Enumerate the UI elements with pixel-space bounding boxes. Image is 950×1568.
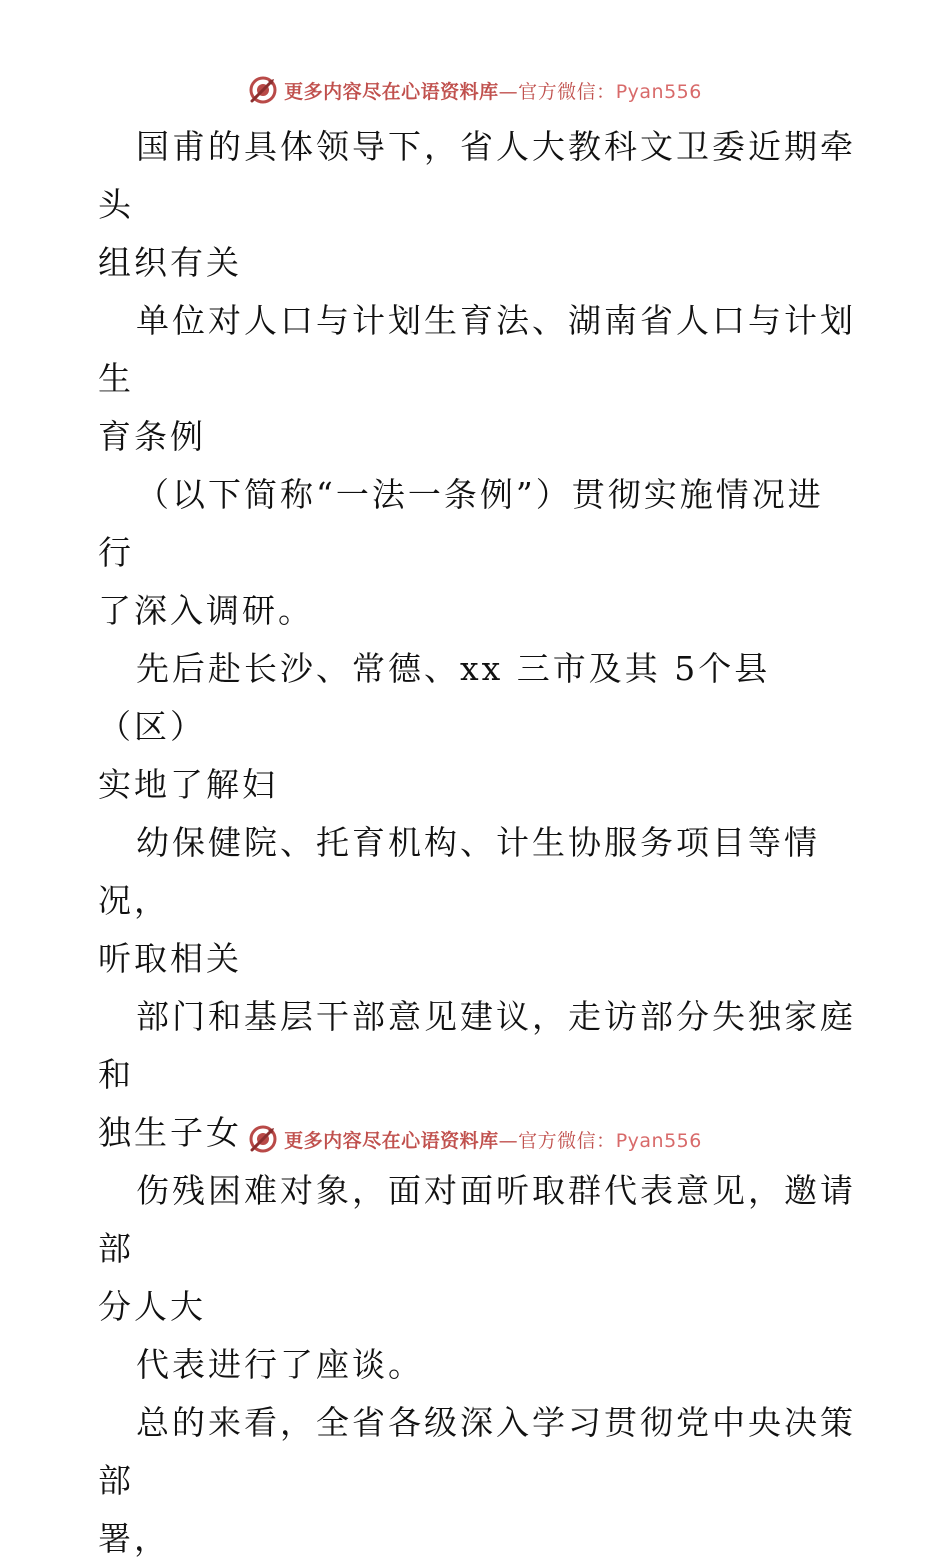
footer-banner bbox=[0, 1119, 950, 1159]
paragraph-9 bbox=[98, 1394, 858, 1568]
logo-icon bbox=[248, 1124, 278, 1154]
paragraph-3 bbox=[98, 466, 858, 640]
paragraph-5-line-2: 听取相关 bbox=[98, 939, 242, 978]
paragraph-4-line-2: 实地了解妇 bbox=[98, 765, 278, 804]
paragraph-2-line-2: 育条例 bbox=[98, 417, 206, 456]
banner-main-text: 更多内容尽在心语资料库 bbox=[284, 1129, 499, 1152]
paragraph-5-line-1: 幼保健院、托育机构、计生协服务项目等情况， bbox=[98, 823, 820, 920]
paragraph-2 bbox=[98, 292, 858, 466]
document-body bbox=[98, 118, 858, 1568]
paragraph-6-line-2: 独生子女 bbox=[98, 1113, 242, 1152]
banner-official-label: 官方微信： bbox=[518, 1129, 616, 1152]
paragraph-4 bbox=[98, 640, 858, 814]
paragraph-8-line-1: 代表进行了座谈。 bbox=[136, 1345, 424, 1384]
paragraph-5 bbox=[98, 814, 858, 988]
paragraph-6-line-1: 部门和基层干部意见建议，走访部分失独家庭和 bbox=[98, 997, 856, 1094]
paragraph-9-line-2: 署， bbox=[98, 1519, 170, 1558]
banner-wechat-id: Pyan556 bbox=[615, 80, 702, 103]
paragraph-9-line-1: 总的来看，全省各级深入学习贯彻党中央决策部 bbox=[98, 1403, 856, 1500]
banner-text bbox=[284, 77, 702, 104]
banner-text bbox=[284, 1126, 702, 1153]
paragraph-7 bbox=[98, 1162, 858, 1336]
header-banner bbox=[0, 70, 950, 110]
paragraph-1 bbox=[98, 118, 858, 292]
banner-main-text: 更多内容尽在心语资料库 bbox=[284, 80, 499, 103]
banner-dash: — bbox=[498, 80, 519, 103]
banner-official-label: 官方微信： bbox=[518, 80, 616, 103]
paragraph-4-line-1: 先后赴长沙、常德、xx 三市及其 5个县（区） bbox=[98, 649, 771, 746]
paragraph-1-line-1: 国甫的具体领导下，省人大教科文卫委近期牵头 bbox=[98, 127, 856, 224]
logo-icon bbox=[248, 75, 278, 105]
paragraph-2-line-1: 单位对人口与计划生育法、湖南省人口与计划生 bbox=[98, 301, 856, 398]
paragraph-3-line-2: 了深入调研。 bbox=[98, 591, 314, 630]
paragraph-3-line-1: （以下简称“一法一条例”）贯彻实施情况进行 bbox=[98, 475, 824, 572]
paragraph-7-line-1: 伤残困难对象，面对面听取群代表意见，邀请部 bbox=[98, 1171, 856, 1268]
banner-wechat-id: Pyan556 bbox=[615, 1129, 702, 1152]
paragraph-8 bbox=[98, 1336, 858, 1394]
paragraph-1-line-2: 组织有关 bbox=[98, 243, 242, 282]
paragraph-7-line-2: 分人大 bbox=[98, 1287, 206, 1326]
banner-dash: — bbox=[498, 1129, 519, 1152]
